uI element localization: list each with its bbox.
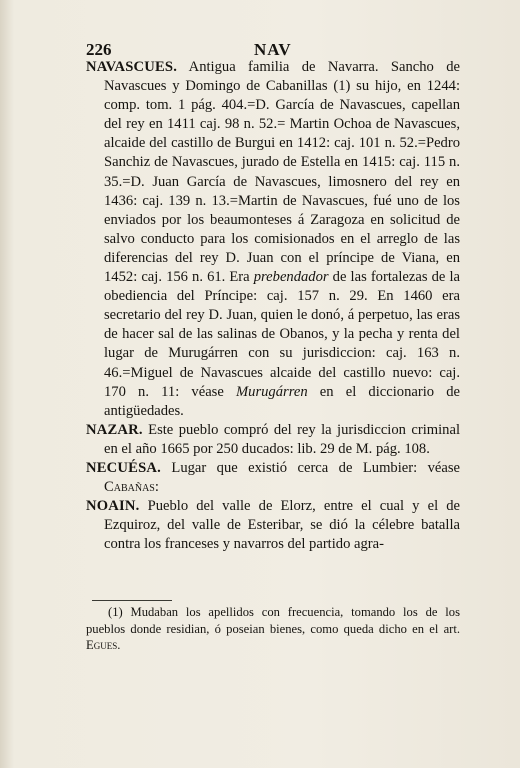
cross-reference: Murugárren (236, 383, 308, 400)
page-body (86, 58, 460, 554)
headword: NAZAR. (86, 421, 143, 438)
cross-reference: Cabañas: (104, 479, 159, 496)
headword: NOAIN. (86, 498, 140, 515)
page-number: 226 (86, 40, 112, 59)
headword: NECUÉSA. (86, 459, 161, 476)
entry-navascues (86, 58, 460, 421)
headword: NAVASCUES. (86, 59, 178, 75)
footnote-text: Mudaban los apellidos con frecuencia, tomando los de los pueblos donde residian, ó poseian bienes, como queda dicho en el art. (86, 605, 460, 636)
entry-text: Lugar que existió cerca de Lumbier: véase (161, 459, 460, 476)
running-title: NAV (254, 40, 292, 59)
entry-noain (86, 497, 460, 554)
entry-text: Este pueblo compró del rey la jurisdiccion criminal en el año 1665 por 250 ducados: lib. 29 de M. pág. 108. (104, 421, 460, 457)
entry-text-continued: de las fortalezas de la obediencia del Príncipe: caj. 157 n. 29. En 1460 era secretario del rey D. Juan, quien le donó, á perpetuo, las eras de hacer sal de las salinas de Obanos, y la pecha y renta del lugar de Murugárren con su jurisdiccion: caj. 163 n. 46.=Miguel de Navascues alcaide del castillo nuevo: caj. 170 n. 11: véase (104, 269, 461, 400)
entry-nazar (86, 421, 460, 459)
italic-term: prebendador (253, 269, 329, 286)
footnote-reference: Egues. (86, 638, 121, 653)
footnote-rule (92, 600, 172, 601)
entry-text: Antigua familia de Navarra. Sancho de Navascues y Domingo de Cabanillas (1) su hijo, en 1244: comp. tom. 1 pág. 404.=D. García de Navascues, capellan del rey en 1411 caj. 98 n. 52.= Martin Ochoa de Navascues, alcaide del castillo de Burgui en 1412: caj. 101 n. 52.=Pedro Sanchiz de Navascues, jurado de Estella en 1415: caj. 115 n. 35.=D. Juan García de Navascues, limosnero del rey en 1436: caj. 139 n. 13.=Martin de Navascues, fué uno de los enviados por los beaumonteses á Zaragoza en solicitud de salvo conducto para los comisionados en el arreglo de las diferencias del rey D. Juan con el príncipe de Viana, en 1452: caj. 156 n. 61. Era (104, 59, 460, 286)
entry-text: Pueblo del valle de Elorz, entre el cual y el de Ezquiroz, del valle de Esteribar, se dió la célebre batalla contra los franceses y navarros del partido agra- (104, 498, 460, 553)
entry-text-end: en el diccionario de antigüedades. (104, 383, 460, 419)
entry-necuesa (86, 459, 460, 497)
footnote-marker: (1) (108, 605, 123, 619)
footnote (86, 604, 460, 654)
